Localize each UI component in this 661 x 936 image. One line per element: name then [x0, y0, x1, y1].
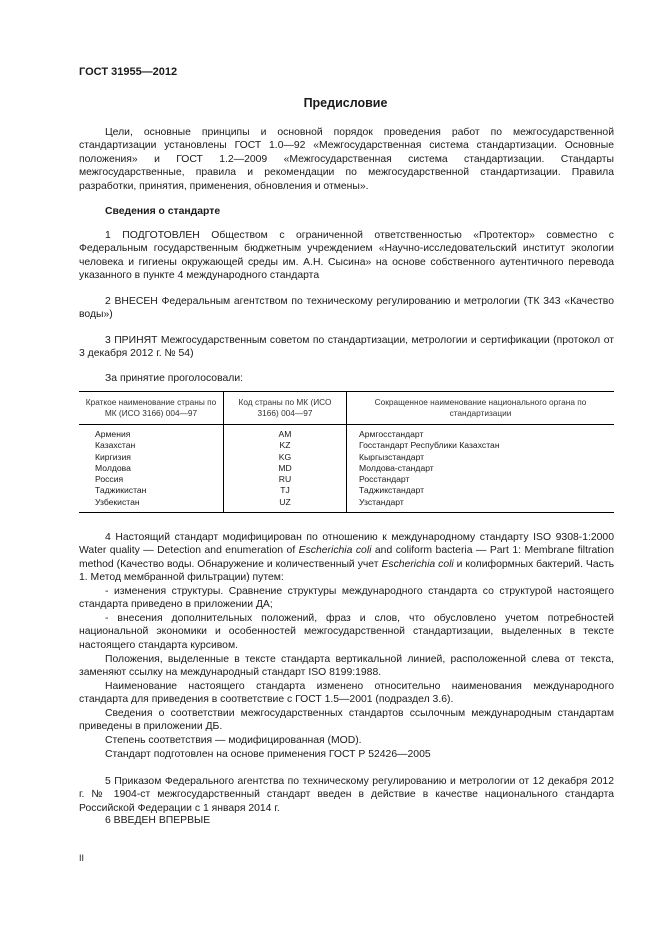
table-header-row	[79, 392, 614, 425]
country-name: Россия	[95, 474, 124, 485]
intro-paragraph: Цели, основные принципы и основной порядок проведения работ по межгосударственной стандартизации установлены ГОСТ 1.0—92 «Межгосударственная система стандартизации. Основные положения» и ГОСТ 1.2—2009 «Межгосударственная система стандартизации. Стандарты межгосударственные, правила и рекомендации по межгосударственной стандартизации. Правила разработки, принятия, применения, обновления и отмены».	[79, 127, 614, 192]
standards-body-name: Росстандарт	[359, 474, 410, 485]
standards-body-name: Узстандарт	[359, 496, 404, 507]
code-column	[224, 425, 347, 513]
page-number: II	[79, 853, 85, 863]
item-4-references-note: Сведения о соответствии межгосударственных стандартов ссылочным международным стандартам приведены в приложении ДБ.	[79, 708, 614, 733]
country-name: Армения	[95, 429, 131, 439]
standards-body-name: Кыргызстандарт	[359, 451, 425, 462]
document-header: ГОСТ 31955—2012	[79, 66, 178, 78]
item-2-paragraph: 2 ВНЕСЕН Федеральным агентством по техническому регулированию и метрологии (ТК 343 «Качество воды»)	[79, 296, 614, 321]
item-4-additions: - внесения дополнительных положений, фраз и слов, что обусловлено учетом потребностей национальной экономики и особенностей межгосударственной стандартизации, выделенных в тексте настоящего стандарта курсивом.	[79, 613, 614, 651]
country-name: Узбекистан	[95, 496, 140, 507]
item-4-italic-term: Escherichia coli	[381, 558, 454, 570]
item-3-paragraph: 3 ПРИНЯТ Межгосударственным советом по стандартизации, метрологии и сертификации (протокол от 3 декабря 2012 г. № 54)	[79, 335, 614, 360]
item-4-title-note: Наименование настоящего стандарта изменено относительно наименования международного стандарта для приведения в соответствие с ГОСТ 1.5—2001 (подраздел 3.6).	[79, 681, 614, 706]
voting-table	[79, 391, 614, 513]
country-code: KG	[278, 451, 292, 462]
country-code: AM	[278, 429, 292, 439]
standards-body-name: Молдова-стандарт	[359, 462, 434, 473]
about-heading: Сведения о стандарте	[105, 206, 221, 217]
item-1-paragraph: 1 ПОДГОТОВЛЕН Обществом с ограниченной ответственностью «Протектор» совместно с Федеральным государственным бюджетным учреждением «Научно-исследовательский институт экологии человека и гигиены окружающей среды им. А.Н. Сысина» на основе собственного аутентичного перевода указанного в пункте 4 международного стандарта	[79, 230, 614, 282]
item-4-basis: Стандарт подготовлен на основе применения ГОСТ Р 52426—2005	[105, 749, 431, 760]
item-4-degree: Степень соответствия — модифицированная (MOD).	[105, 735, 362, 746]
country-code: RU	[278, 474, 292, 485]
item-5-paragraph: 5 Приказом Федерального агентства по техническому регулированию и метрологии от 12 декабря 2012 г. № 1904-ст межгосударственный стандарт введен в действие в качестве национального стандарта Российской Федерации с 1 января 2014 г.	[79, 776, 614, 814]
item-4-structure-change: - изменения структуры. Сравнение структуры международного стандарта со структурой настоящего стандарта приведено в приложении ДА;	[79, 586, 614, 611]
standards-body-name: Таджикстандарт	[359, 485, 425, 496]
page-title: Предисловие	[303, 96, 388, 110]
country-code: MD	[278, 462, 292, 473]
item-4-text-part: 4 Настоящий стандарт модифицирован по отношению к международному стандарту ISO 9308-1:2000 Water quality — Detection and enumeration of	[79, 532, 614, 557]
item-4-italic-term: Escherichia coli	[298, 545, 372, 557]
table-body-row	[79, 425, 614, 513]
country-name: Казахстан	[95, 440, 136, 451]
country-column	[79, 425, 224, 513]
country-code: UZ	[279, 496, 291, 507]
voted-label: За принятие проголосовали:	[105, 373, 244, 384]
table-header-country: Краткое наименование страны по МК (ИСО 3166) 004—97	[79, 392, 224, 425]
table-header-body: Сокращенное наименование национального органа по стандартизации	[347, 392, 615, 425]
item-4-vertical-line-note: Положения, выделенные в тексте стандарта вертикальной линией, расположенной слева от текста, заменяют ссылку на международный стандарт ISO 8199:1988.	[79, 654, 614, 679]
standards-body-name: Армгосстандарт	[359, 429, 424, 439]
country-code: TJ	[280, 485, 290, 496]
standards-body-column	[347, 425, 615, 513]
table-header-code: Код страны по МК (ИСО 3166) 004—97	[224, 392, 347, 425]
country-name: Киргизия	[95, 451, 131, 462]
country-code: KZ	[279, 440, 291, 451]
item-4-text-part: и колиформных бактерий. Часть 1. Метод мембранной фильтрации) путем:	[79, 558, 614, 584]
country-name: Таджикистан	[95, 485, 147, 496]
standards-body-name: Госстандарт Республики Казахстан	[359, 440, 500, 451]
item-4-paragraph	[79, 531, 614, 585]
item-4-text-part: and coliform bacteria — Part 1: Membrane filtration method (Качество воды. Обнаружение и количественный учет	[79, 545, 614, 570]
country-name: Молдова	[95, 462, 131, 473]
item-6-paragraph: 6 ВВЕДЕН ВПЕРВЫЕ	[105, 815, 211, 826]
